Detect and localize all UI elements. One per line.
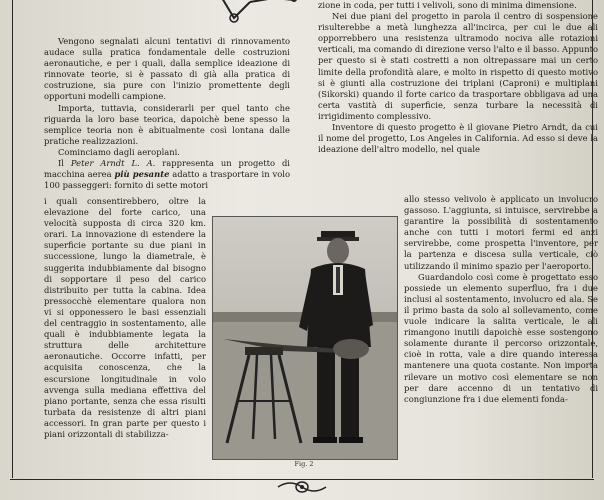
left-column-wrap	[44, 196, 206, 440]
decorative-ornament-bottom	[276, 478, 328, 496]
figure-caption: Fig. 2	[294, 460, 314, 468]
paragraph: Vengono segnalati alcuni tentativi di rinnovamento audace sulla pratica fondamentale delle costruzioni aeronautiche, e per i quali, dalla semplice ideazione di rinnovate teorie, si è passato di già alla pratica di costruzione, sia pure con l'inizio promettente degli opportuni modelli campione.	[44, 36, 290, 102]
paragraph: Guardandolo così come è progettato esso possiede un elemento superfluo, fra i due inclusi al sostentamento, involucro ed ala. Se il primo basta da solo al sollevamento, come vuole indicare la salita verticale, le ali rimangono inutili dapoichè esse sostengono solamente durante il percorso orizzontale, cioè in rotta, vale a dire quando interessa mantenere una quota costante. Non importa rilevare un motivo così elementare se non per dare accenno di un tentativo di congiunzione fra i due elementi fonda-	[404, 271, 598, 404]
photo-illustration	[213, 217, 397, 459]
paragraph: i quali consentirebbero, oltre la elevazione del forte carico, una velocità supposta di circa 320 km. orari. La innovazione di estendere la superficie portante su due piani in successione, lungo la diametrale, è suggerita indubbiamente dal bisogno di sopportare il peso del carico distribuito per tutta la cabina. Idea pressocchè elementare qualora non vi si opponessero le basi essenziali del centraggio in sostentamento, alle quali è indubbiamente legata la struttura delle architetture aeronautiche. Occorre infatti, per acquisita conoscenza, che la escursione longitudinale in volo avvenga sulla mediana effettiva del piano portante, senza che essa risulti turbata da resistenze di altri piani accessori. In gran parte per questo i piani orizzontali di stabilizza-	[44, 196, 206, 439]
right-column	[318, 0, 598, 155]
paragraph: Cominciamo dagli aeroplani.	[58, 146, 180, 157]
emphasis: più pesante	[114, 169, 170, 180]
paragraph: Il Peter Arndt L. A. rappresenta un progetto di macchina aerea più pesante adatto a trasportare in volo 100 passeggeri: fornito di sette motori	[44, 158, 290, 191]
paragraph: Nei due piani del progetto in parola il centro di sospensione risulterebbe a metà lunghezza all'incirca, per cui le due ali opporrebbero una resistenza ultramodo nociva alle rotazioni verticali, ma comando di direzione verso l'alto e il basso. Appunto per questo si è stati costretti a non oltrepassare mai un certo limite della profondità alare, e molto in rispetto di questo motivo si è giunti alla costruzione dei triplani (Caproni) e multiplani (Sikorski) quando il forte carico da trasportare obbligava ad una certa vastità di superficie, senza turbare la necessità di irrigidimento complessivo.	[318, 11, 598, 121]
left-border-rule	[12, 0, 13, 478]
decorative-ornament-top	[214, 0, 304, 28]
paragraph: Importa, tuttavia, considerarli per quel tanto che riguarda la loro base teorica, dapoichè bene spesso la semplice teoria non è abitualmente così lontana dalle pratiche realizzazioni.	[44, 102, 290, 146]
right-column-wrap	[404, 194, 598, 405]
project-name: Peter Arndt L. A.	[70, 158, 156, 169]
paragraph: zione in coda, per tutti i velivoli, sono di minima dimensione.	[318, 0, 577, 10]
paragraph: allo stesso velivolo è applicato un involucro gassoso. L'aggiunta, si intuisce, servirebbe a garantire la possibilità di sostentamento anche con tutti i motori fermi ed anzi servirebbe, come prospetta l'inventore, per la partenza e discesa sulla verticale, ciò utilizzando il minimo spazio per l'aeroporto.	[404, 194, 598, 271]
paragraph: Inventore di questo progetto è il giovane Pietro Arndt, da cui il nome del progetto, Los Angeles in California. Ad esso si deve la ideazione dell'altro modello, nel quale	[318, 122, 598, 155]
figure-photo	[212, 216, 398, 460]
left-column	[44, 36, 290, 191]
